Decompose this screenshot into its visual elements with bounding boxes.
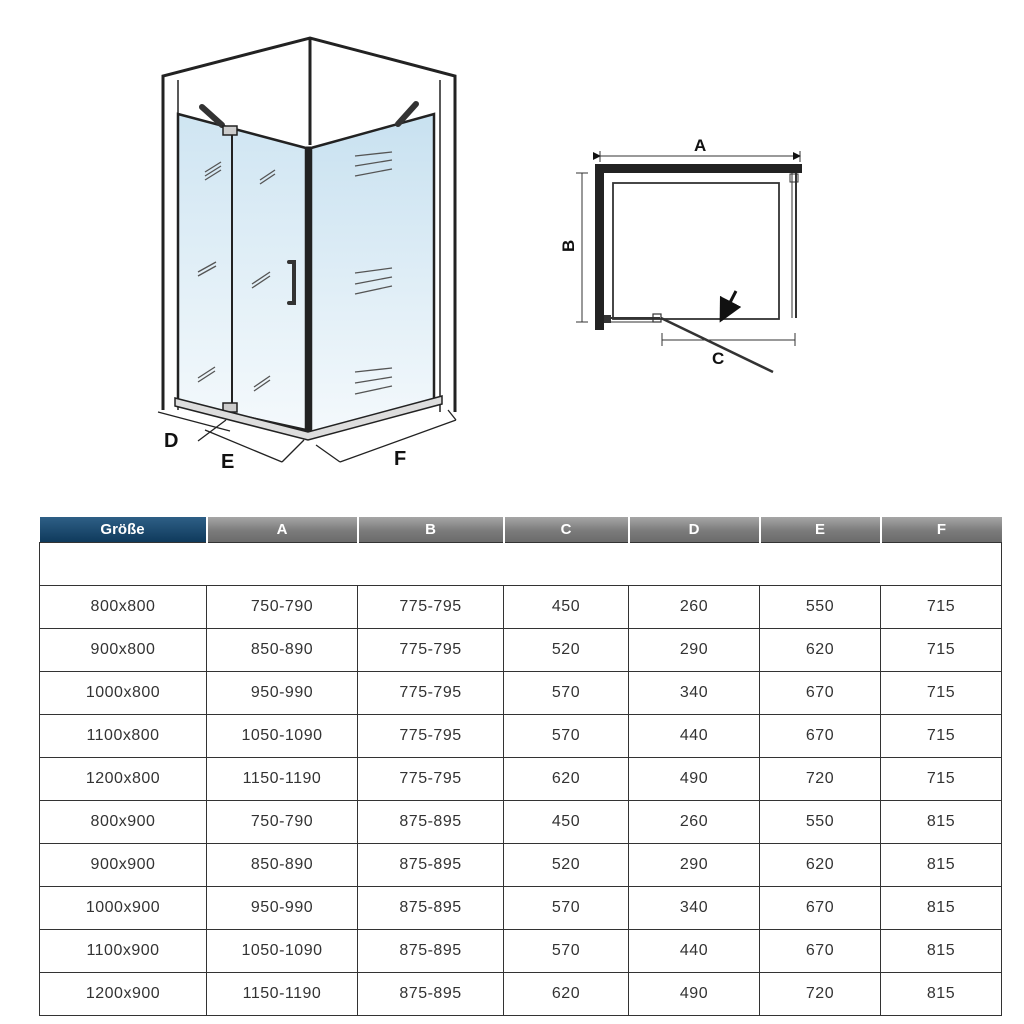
header-e: E: [760, 517, 881, 543]
cell-a: 850-890: [207, 844, 358, 887]
cell-c: 450: [504, 586, 629, 629]
cell-b: 875-895: [358, 801, 504, 844]
cell-e: 670: [760, 715, 881, 758]
cell-e: 720: [760, 973, 881, 1016]
cell-a: 750-790: [207, 586, 358, 629]
cell-c: 570: [504, 930, 629, 973]
top-view-side-wall: [595, 164, 604, 330]
cell-c: 450: [504, 801, 629, 844]
cell-b: 775-795: [358, 715, 504, 758]
cell-f: 815: [881, 801, 1002, 844]
cell-c: 570: [504, 715, 629, 758]
cell-size: 900x800: [40, 629, 207, 672]
cell-e: 670: [760, 930, 881, 973]
table-row: [40, 930, 1002, 973]
cell-a: 950-990: [207, 887, 358, 930]
cell-f: 815: [881, 930, 1002, 973]
cell-size: 1000x800: [40, 672, 207, 715]
cell-a: 1050-1090: [207, 715, 358, 758]
cell-e: 620: [760, 629, 881, 672]
dimension-c: [662, 333, 795, 346]
cell-f: 715: [881, 629, 1002, 672]
cell-e: 550: [760, 801, 881, 844]
cell-e: 720: [760, 758, 881, 801]
cell-b: 775-795: [358, 672, 504, 715]
table-row: [40, 586, 1002, 629]
table-header-row: [40, 517, 1002, 543]
hinge-top-icon: [223, 126, 237, 135]
cell-d: 490: [629, 758, 760, 801]
cell-a: 850-890: [207, 629, 358, 672]
header-b: B: [358, 517, 504, 543]
cell-e: 670: [760, 887, 881, 930]
label-c: C: [712, 349, 725, 368]
size-table: [39, 517, 1002, 1016]
header-size: Größe: [40, 517, 207, 543]
table-row: [40, 973, 1002, 1016]
cell-size: 900x900: [40, 844, 207, 887]
enclosure-3d-view: [158, 38, 456, 473]
label-e: E: [221, 451, 235, 473]
cell-b: 775-795: [358, 586, 504, 629]
cell-a: 1050-1090: [207, 930, 358, 973]
header-c: C: [504, 517, 629, 543]
cell-b: 875-895: [358, 887, 504, 930]
cell-d: 290: [629, 629, 760, 672]
cell-e: 620: [760, 844, 881, 887]
cell-d: 340: [629, 672, 760, 715]
cell-size: 800x900: [40, 801, 207, 844]
table-row: [40, 887, 1002, 930]
cell-a: 750-790: [207, 801, 358, 844]
table-row: [40, 715, 1002, 758]
cell-d: 490: [629, 973, 760, 1016]
top-view-tray: [613, 183, 779, 319]
cell-d: 340: [629, 887, 760, 930]
cell-a: 1150-1190: [207, 973, 358, 1016]
cell-c: 570: [504, 672, 629, 715]
cell-size: 1000x900: [40, 887, 207, 930]
cell-b: 875-895: [358, 930, 504, 973]
cell-c: 570: [504, 887, 629, 930]
cell-size: 1200x800: [40, 758, 207, 801]
table-row: [40, 801, 1002, 844]
label-f: F: [394, 448, 407, 470]
header-spacer: [40, 543, 1002, 586]
cell-size: 1100x800: [40, 715, 207, 758]
cell-c: 520: [504, 629, 629, 672]
cell-f: 715: [881, 586, 1002, 629]
cell-d: 260: [629, 586, 760, 629]
top-view-back-wall: [595, 164, 802, 173]
cell-size: 1100x900: [40, 930, 207, 973]
table-row: [40, 672, 1002, 715]
cell-size: 800x800: [40, 586, 207, 629]
door-glass-panel: [178, 114, 306, 430]
side-glass-panel: [311, 114, 434, 432]
cell-d: 440: [629, 930, 760, 973]
header-f: F: [881, 517, 1002, 543]
header-a: A: [207, 517, 358, 543]
cell-b: 875-895: [358, 973, 504, 1016]
label-b: B: [559, 239, 578, 252]
cell-a: 950-990: [207, 672, 358, 715]
header-d: D: [629, 517, 760, 543]
cell-e: 670: [760, 672, 881, 715]
cell-d: 260: [629, 801, 760, 844]
cell-f: 815: [881, 887, 1002, 930]
table-row: [40, 629, 1002, 672]
cell-c: 620: [504, 758, 629, 801]
cell-c: 620: [504, 973, 629, 1016]
door-direction-arrow-icon: [721, 291, 736, 320]
cell-d: 440: [629, 715, 760, 758]
table-row: [40, 844, 1002, 887]
cell-e: 550: [760, 586, 881, 629]
cell-b: 875-895: [358, 844, 504, 887]
cell-a: 1150-1190: [207, 758, 358, 801]
cell-f: 715: [881, 715, 1002, 758]
label-d: D: [164, 430, 179, 452]
shower-enclosure-diagram: [0, 0, 1024, 500]
cell-b: 775-795: [358, 758, 504, 801]
cell-f: 715: [881, 672, 1002, 715]
cell-f: 815: [881, 844, 1002, 887]
enclosure-top-view: [559, 136, 802, 372]
cell-b: 775-795: [358, 629, 504, 672]
cell-d: 290: [629, 844, 760, 887]
label-a: A: [694, 136, 707, 155]
cell-f: 715: [881, 758, 1002, 801]
cell-c: 520: [504, 844, 629, 887]
cell-size: 1200x900: [40, 973, 207, 1016]
cell-f: 815: [881, 973, 1002, 1016]
table-row: [40, 758, 1002, 801]
